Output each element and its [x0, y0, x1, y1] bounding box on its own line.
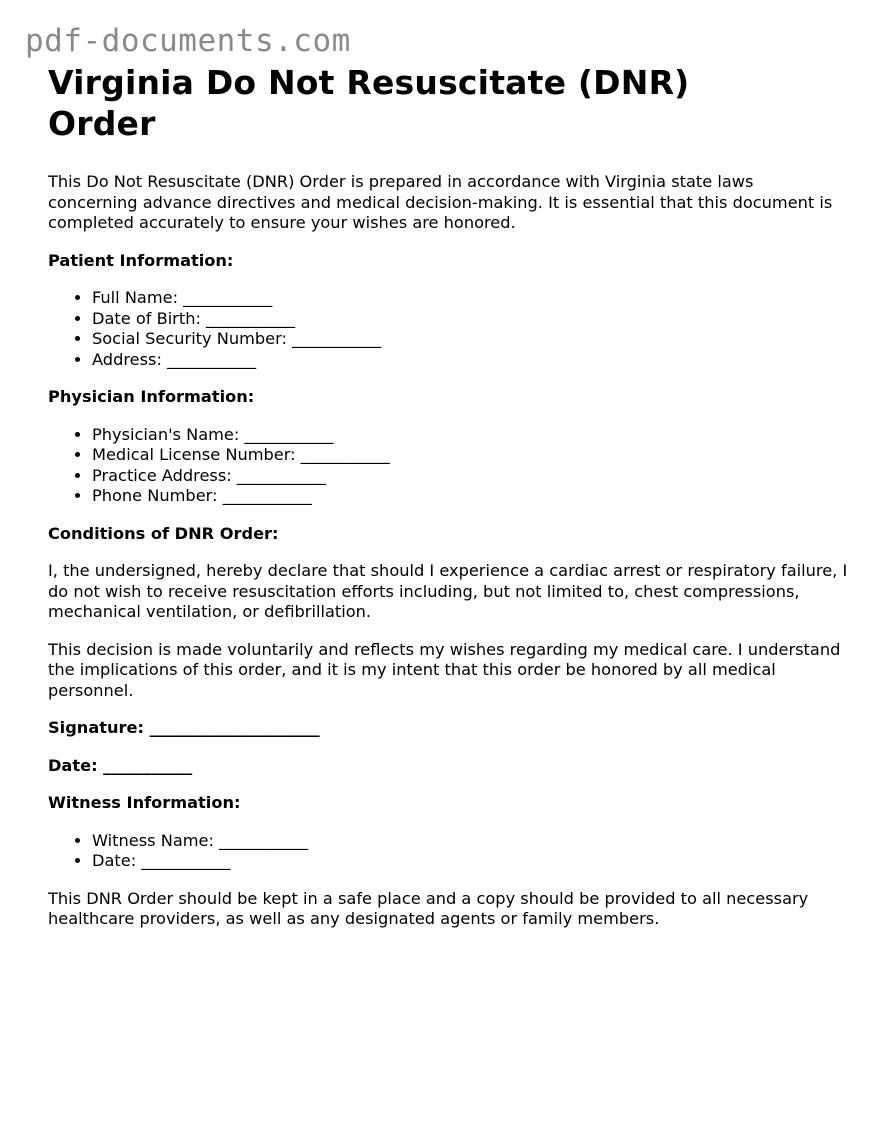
closing-paragraph: This DNR Order should be kept in a safe place and a copy should be provided to all necessary healthcare providers, as well as any designated agents or family members. [48, 888, 809, 928]
patient-info-heading: Patient Information: [48, 250, 234, 270]
physician-info-heading: Physician Information: [48, 387, 255, 406]
witness-date-field: • Date: ___________ [92, 851, 848, 872]
physician-name-field: • Physician's Name: ___________ [92, 425, 848, 446]
date-line: Date: ___________ [48, 755, 193, 775]
conditions-paragraph-2: This decision is made voluntarily and reflects my wishes regarding my medical care. I understand the implications of this order, and it is my intent that this order be honored by all medical personnel. [48, 639, 841, 700]
witness-info-heading: Witness Information: [48, 793, 241, 812]
intro-paragraph: This Do Not Resuscitate (DNR) Order is prepared in accordance with Virginia state laws concerning advance directives and medical decision-making. It is essential that this document is completed accurately to ensure your wishes are honored. [48, 172, 833, 232]
document-page [48, 62, 848, 930]
physician-license-field: • Medical License Number: ___________ [92, 445, 848, 466]
signature-line: Signature: _____________________ [48, 718, 320, 737]
title-line-2: Order [48, 104, 156, 143]
title-line-1: Virginia Do Not Resuscitate (DNR) [48, 63, 690, 102]
patient-dob-field: • Date of Birth: ___________ [92, 309, 848, 330]
witness-name-field: • Witness Name: ___________ [92, 831, 848, 852]
conditions-paragraph-1: I, the undersigned, hereby declare that should I experience a cardiac arrest or respiratory failure, I do not wish to receive resuscitation efforts including, but not limited to, chest compressions, mechanical ventilation, or defibrillation. [48, 561, 848, 621]
patient-address-field: • Address: ___________ [92, 350, 848, 371]
document-title [48, 62, 848, 144]
patient-ssn-field: • Social Security Number: ___________ [92, 329, 848, 350]
physician-phone-field: • Phone Number: ___________ [92, 486, 848, 507]
patient-info-list [48, 288, 848, 370]
conditions-heading: Conditions of DNR Order: [48, 523, 279, 543]
physician-practice-address-field: • Practice Address: ___________ [92, 466, 848, 487]
witness-info-list [48, 831, 848, 872]
watermark: pdf-documents.com [25, 23, 351, 59]
patient-full-name-field: • Full Name: ___________ [92, 288, 848, 309]
physician-info-list [48, 425, 848, 507]
